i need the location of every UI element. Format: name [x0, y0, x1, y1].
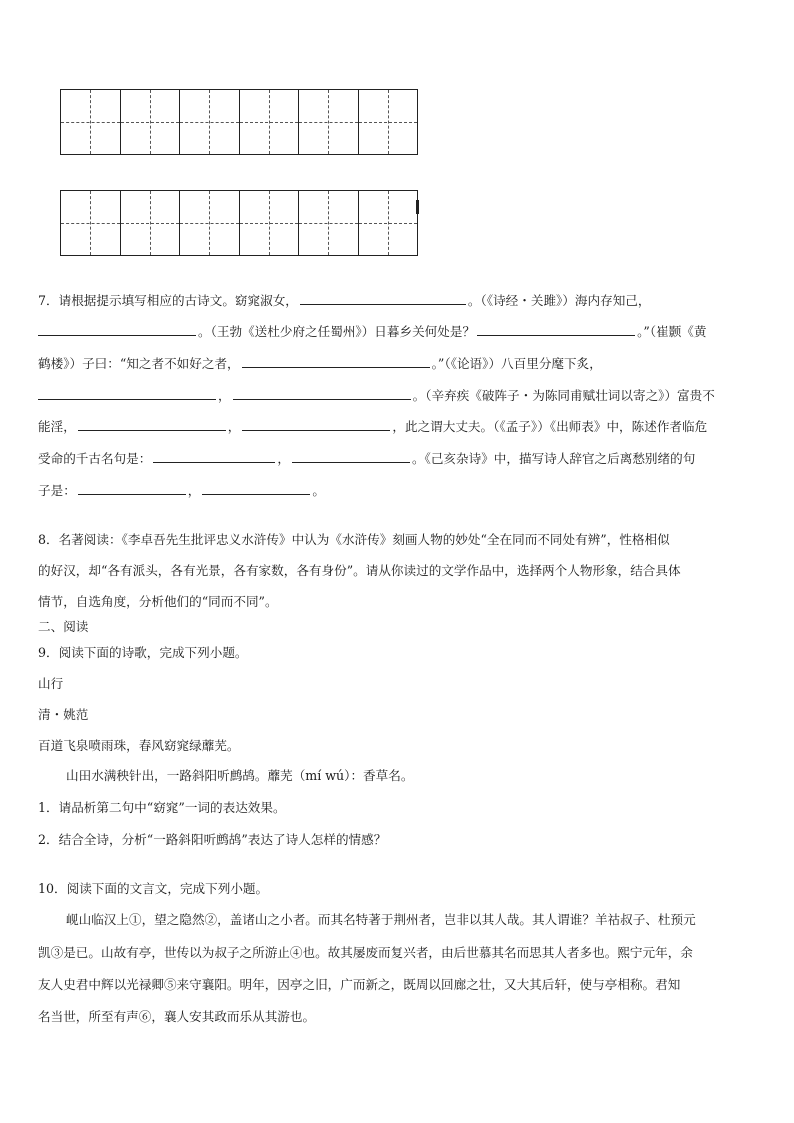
q9-sub-1: 1．请品析第二句中“窈窕”一词的表达效果。: [38, 800, 286, 815]
q10-para-3: 友人史君中辉以光禄卿⑤来守襄阳。明年，因亭之旧，广而新之，既周以回廊之壮，又大其后轩，使与亭相称。君知: [38, 977, 681, 992]
q9-intro: 9．阅读下面的诗歌，完成下列小题。: [38, 645, 248, 660]
answer-blank[interactable]: [153, 448, 275, 463]
answer-blank[interactable]: [78, 480, 186, 495]
writing-grid-2: [60, 190, 419, 256]
answer-blank[interactable]: [242, 353, 430, 368]
poem-line-1: 百道飞泉喷雨珠，春风窈窕绿蘼芜。: [38, 738, 240, 753]
q7-line-3: 鹤楼》）子曰：“知之者不如好之者， 。”（《论语》）八百里分麾下炙，: [38, 353, 602, 373]
q7-line-5: 能淫， ， ，此之谓大丈夫。（《孟子》）《出师表》中，陈述作者临危: [38, 416, 707, 436]
answer-blank[interactable]: [202, 480, 310, 495]
q7-line-7: 子是： ， 。: [38, 480, 325, 500]
poem-line-2: 山田水满秧针出，一路斜阳听鹧鸪。蘼芜（mí wú）：香草名。: [66, 768, 414, 783]
q10-para-2: 凯③是已。山故有亭，世传以为叔子之所游止④也。故其屡废而复兴者，由后世慕其名而思其人者多也。熙宁元年，余: [38, 945, 693, 960]
answer-blank[interactable]: [300, 290, 466, 305]
grid-cell: [121, 190, 181, 256]
grid-cell: [61, 89, 121, 155]
grid-edge-mark: [416, 200, 419, 214]
q10-para-1: 岘山临汉上①，望之隐然②，盖诸山之小者。而其名特著于荆州者，岂非以其人哉。其人谓谁？羊祜叔子、杜预元: [66, 912, 696, 927]
q9-sub-2: 2．结合全诗，分析“一路斜阳听鹧鸪”表达了诗人怎样的情感？: [38, 832, 387, 847]
answer-blank[interactable]: [477, 321, 635, 336]
q8-line-3: 情节，自选角度，分析他们的“同而不同”。: [38, 594, 278, 609]
writing-grid-1: [60, 89, 419, 155]
answer-blank[interactable]: [292, 448, 410, 463]
grid-cell: [180, 190, 240, 256]
q10-para-4: 名当世，所至有声⑥，襄人安其政而乐从其游也。: [38, 1009, 316, 1024]
grid-cell: [180, 89, 240, 155]
section-heading: 二、阅读: [38, 619, 89, 634]
answer-blank[interactable]: [38, 321, 196, 336]
grid-cell: [240, 89, 300, 155]
q7-line-6: 受命的千古名句是： ， 。《己亥杂诗》中，描写诗人辞官之后离愁别绪的句: [38, 448, 695, 468]
q10-intro: 10．阅读下面的文言文，完成下列小题。: [38, 881, 269, 896]
q8-line-1: 8．名著阅读：《李卓吾先生批评忠义水浒传》中认为《水浒传》刻画人物的妙处“全在同而不同处有辨”，性格相似: [38, 532, 670, 547]
answer-blank[interactable]: [233, 385, 411, 400]
grid-cell: [359, 89, 419, 155]
poem-author: 清・姚范: [38, 707, 89, 722]
grid-cell: [299, 190, 359, 256]
q7-line-4: ， 。（辛弃疾《破阵子・为陈同甫赋壮词以寄之》）富贵不: [38, 385, 715, 405]
answer-blank[interactable]: [242, 416, 390, 431]
grid-cell: [121, 89, 181, 155]
answer-blank[interactable]: [38, 385, 216, 400]
grid-cell: [240, 190, 300, 256]
q8-line-2: 的好汉，却“各有派头，各有光景，各有家数，各有身份”。请从你读过的文学作品中，选择两个人物形象，结合具体: [38, 563, 681, 578]
poem-title: 山行: [38, 676, 64, 691]
grid-cell: [61, 190, 121, 256]
answer-blank[interactable]: [78, 416, 226, 431]
grid-cell: [299, 89, 359, 155]
q7-line-1: 7．请根据提示填写相应的古诗文。窈窕淑女， 。（《诗经・关雎》）海内存知己，: [38, 290, 651, 310]
grid-cell: [359, 190, 419, 256]
q7-line-2: 。（王勃《送杜少府之任蜀州》）日暮乡关何处是？ 。”（崔颢《黄: [38, 321, 706, 341]
